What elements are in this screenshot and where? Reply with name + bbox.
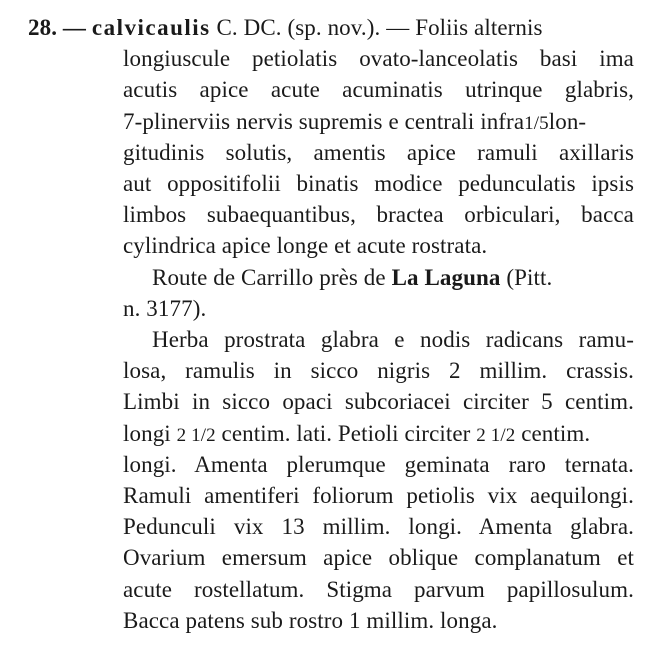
locality-text: (Pitt.	[506, 264, 553, 290]
diagnosis-line: gitudinis solutis, amentis apice ramuli axillaris	[123, 139, 634, 165]
description-line: Herba prostrata glabra e nodis radicans ramu-	[152, 327, 634, 352]
description-line: Pedunculi vix 13 millim. longi. Amenta glabra.	[123, 514, 634, 540]
locality-line	[152, 258, 634, 298]
description-text: longi	[123, 420, 171, 446]
species-authority: C. DC. (sp. nov.).	[216, 15, 381, 40]
description-text: centim. lati. Petioli circiter	[221, 420, 471, 446]
description-line: longi. Amenta plerumque geminata raro ternata.	[123, 451, 634, 477]
diagnosis-line: longiuscule petiolatis ovato-lanceolatis basi ima	[123, 46, 634, 72]
entry-dash-2: —	[386, 15, 410, 40]
entry-number: 28.	[28, 15, 58, 40]
fraction: 2 1/2	[176, 424, 216, 446]
species-name: calvicaulis	[91, 15, 211, 40]
fraction: 2 1/2	[476, 424, 516, 446]
description-line: Limbi in sicco opaci subcoriacei circiter 5 centim.	[123, 389, 634, 415]
entry-dash: —	[62, 15, 87, 40]
diagnosis-line: Foliis alternis	[415, 15, 543, 40]
locality-text: Route de Carrillo près de	[152, 264, 386, 290]
diagnosis-line: limbos subaequantibus, bractea orbiculari, bacca	[123, 202, 634, 228]
description-line: Ramuli amentiferi foliorum petiolis vix aequilongi.	[123, 483, 634, 508]
diagnosis-text: lon-	[548, 108, 587, 134]
description-line: Bacca patens sub rostro 1 millim. longa.	[123, 607, 498, 633]
description-text: centim.	[521, 420, 591, 446]
description-line: losa, ramulis in sicco nigris 2 millim. crassis.	[123, 358, 634, 384]
locality-line: n. 3177).	[123, 295, 207, 321]
diagnosis-line: acutis apice acute acuminatis utrinque glabris,	[123, 77, 634, 103]
description-line: acute rostellatum. Stigma parvum papillosulum.	[123, 576, 634, 602]
locality-place: La Laguna	[391, 264, 501, 290]
fraction: 1/5	[524, 112, 549, 134]
diagnosis-line: aut oppositifolii binatis modice pedunculatis ipsis	[123, 171, 634, 196]
description-line: Ovarium emersum apice oblique complanatum et	[123, 545, 634, 571]
diagnosis-line: cylindrica apice longe et acute rostrata.	[123, 233, 488, 259]
diagnosis-text: 7-plinerviis nervis supremis e centrali infra	[123, 108, 525, 134]
